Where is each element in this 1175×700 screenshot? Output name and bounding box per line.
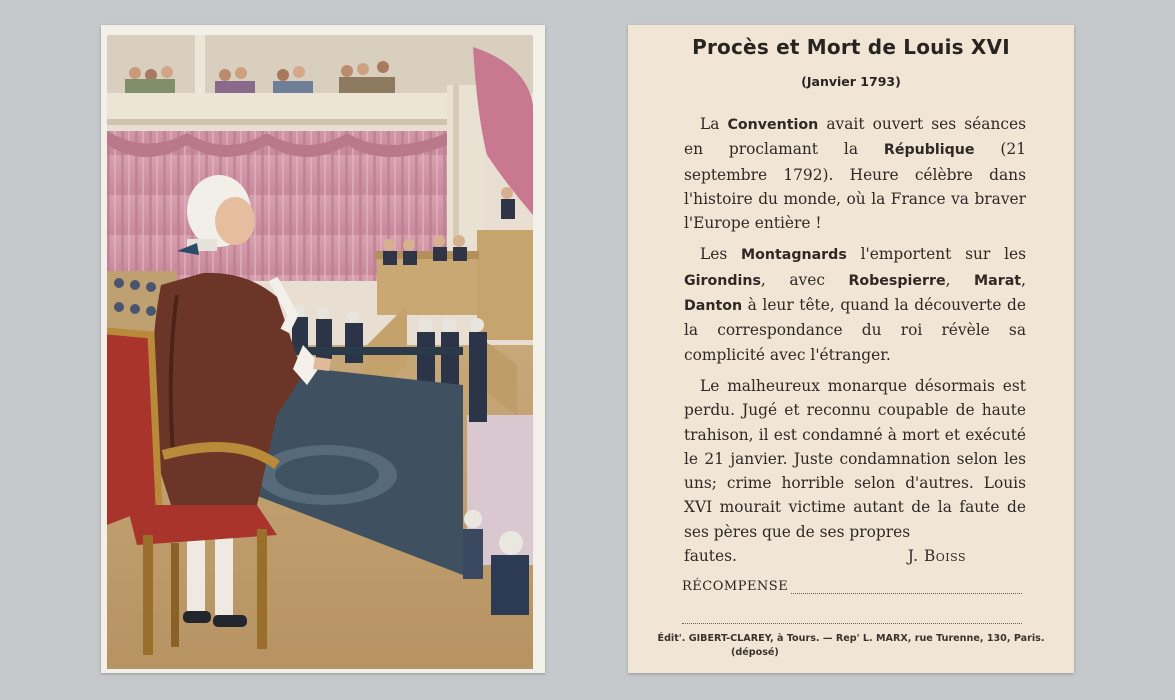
paragraph-2: Les Montagnards l'emportent sur les Girondins, avec Robespierre, Marat, Danton à leur tête, quand la découverte de la correspondance du roi révèle sa complicité avec l'étranger.	[684, 245, 1026, 364]
text-card	[628, 25, 1074, 673]
paragraph-3: Le malheureux monarque désormais est perdu. Jugé et reconnu coupable de haute trahison, il est condamné à mort et exécuté le 21 janvier. Juste condamnation selon les uns; crime horrible selon d'autres. Louis XVI mourait victime autant de la faute de ses pères que de ses propres	[684, 376, 1026, 541]
reward-field	[682, 579, 1022, 594]
illustration-card	[101, 25, 545, 673]
closing-word: fautes.	[684, 547, 737, 566]
card-title: Procès et Mort de Louis XVI	[692, 35, 1010, 59]
author-signature: J. Boiss	[907, 547, 966, 566]
publisher-line: Édit'. GIBERT-CLAREY, à Tours. — Rep' L. MARX, rue Turenne, 130, Paris.	[657, 633, 1045, 644]
second-dotted-line	[682, 623, 1022, 624]
reward-dotted-line	[791, 582, 1022, 594]
card-subtitle: (Janvier 1793)	[801, 74, 901, 89]
signature-line	[684, 544, 1026, 568]
body-text	[684, 112, 1026, 568]
paragraph-1: La Convention avait ouvert ses séances en proclamant la République (21 septembre 1792). Heure célèbre dans l'histoire du monde, où la France va braver l'Europe entière !	[684, 115, 1027, 233]
convention-trial-scene-icon	[107, 35, 533, 669]
reward-label: RÉCOMPENSE	[682, 579, 789, 594]
deposited-note: (déposé)	[731, 647, 779, 658]
